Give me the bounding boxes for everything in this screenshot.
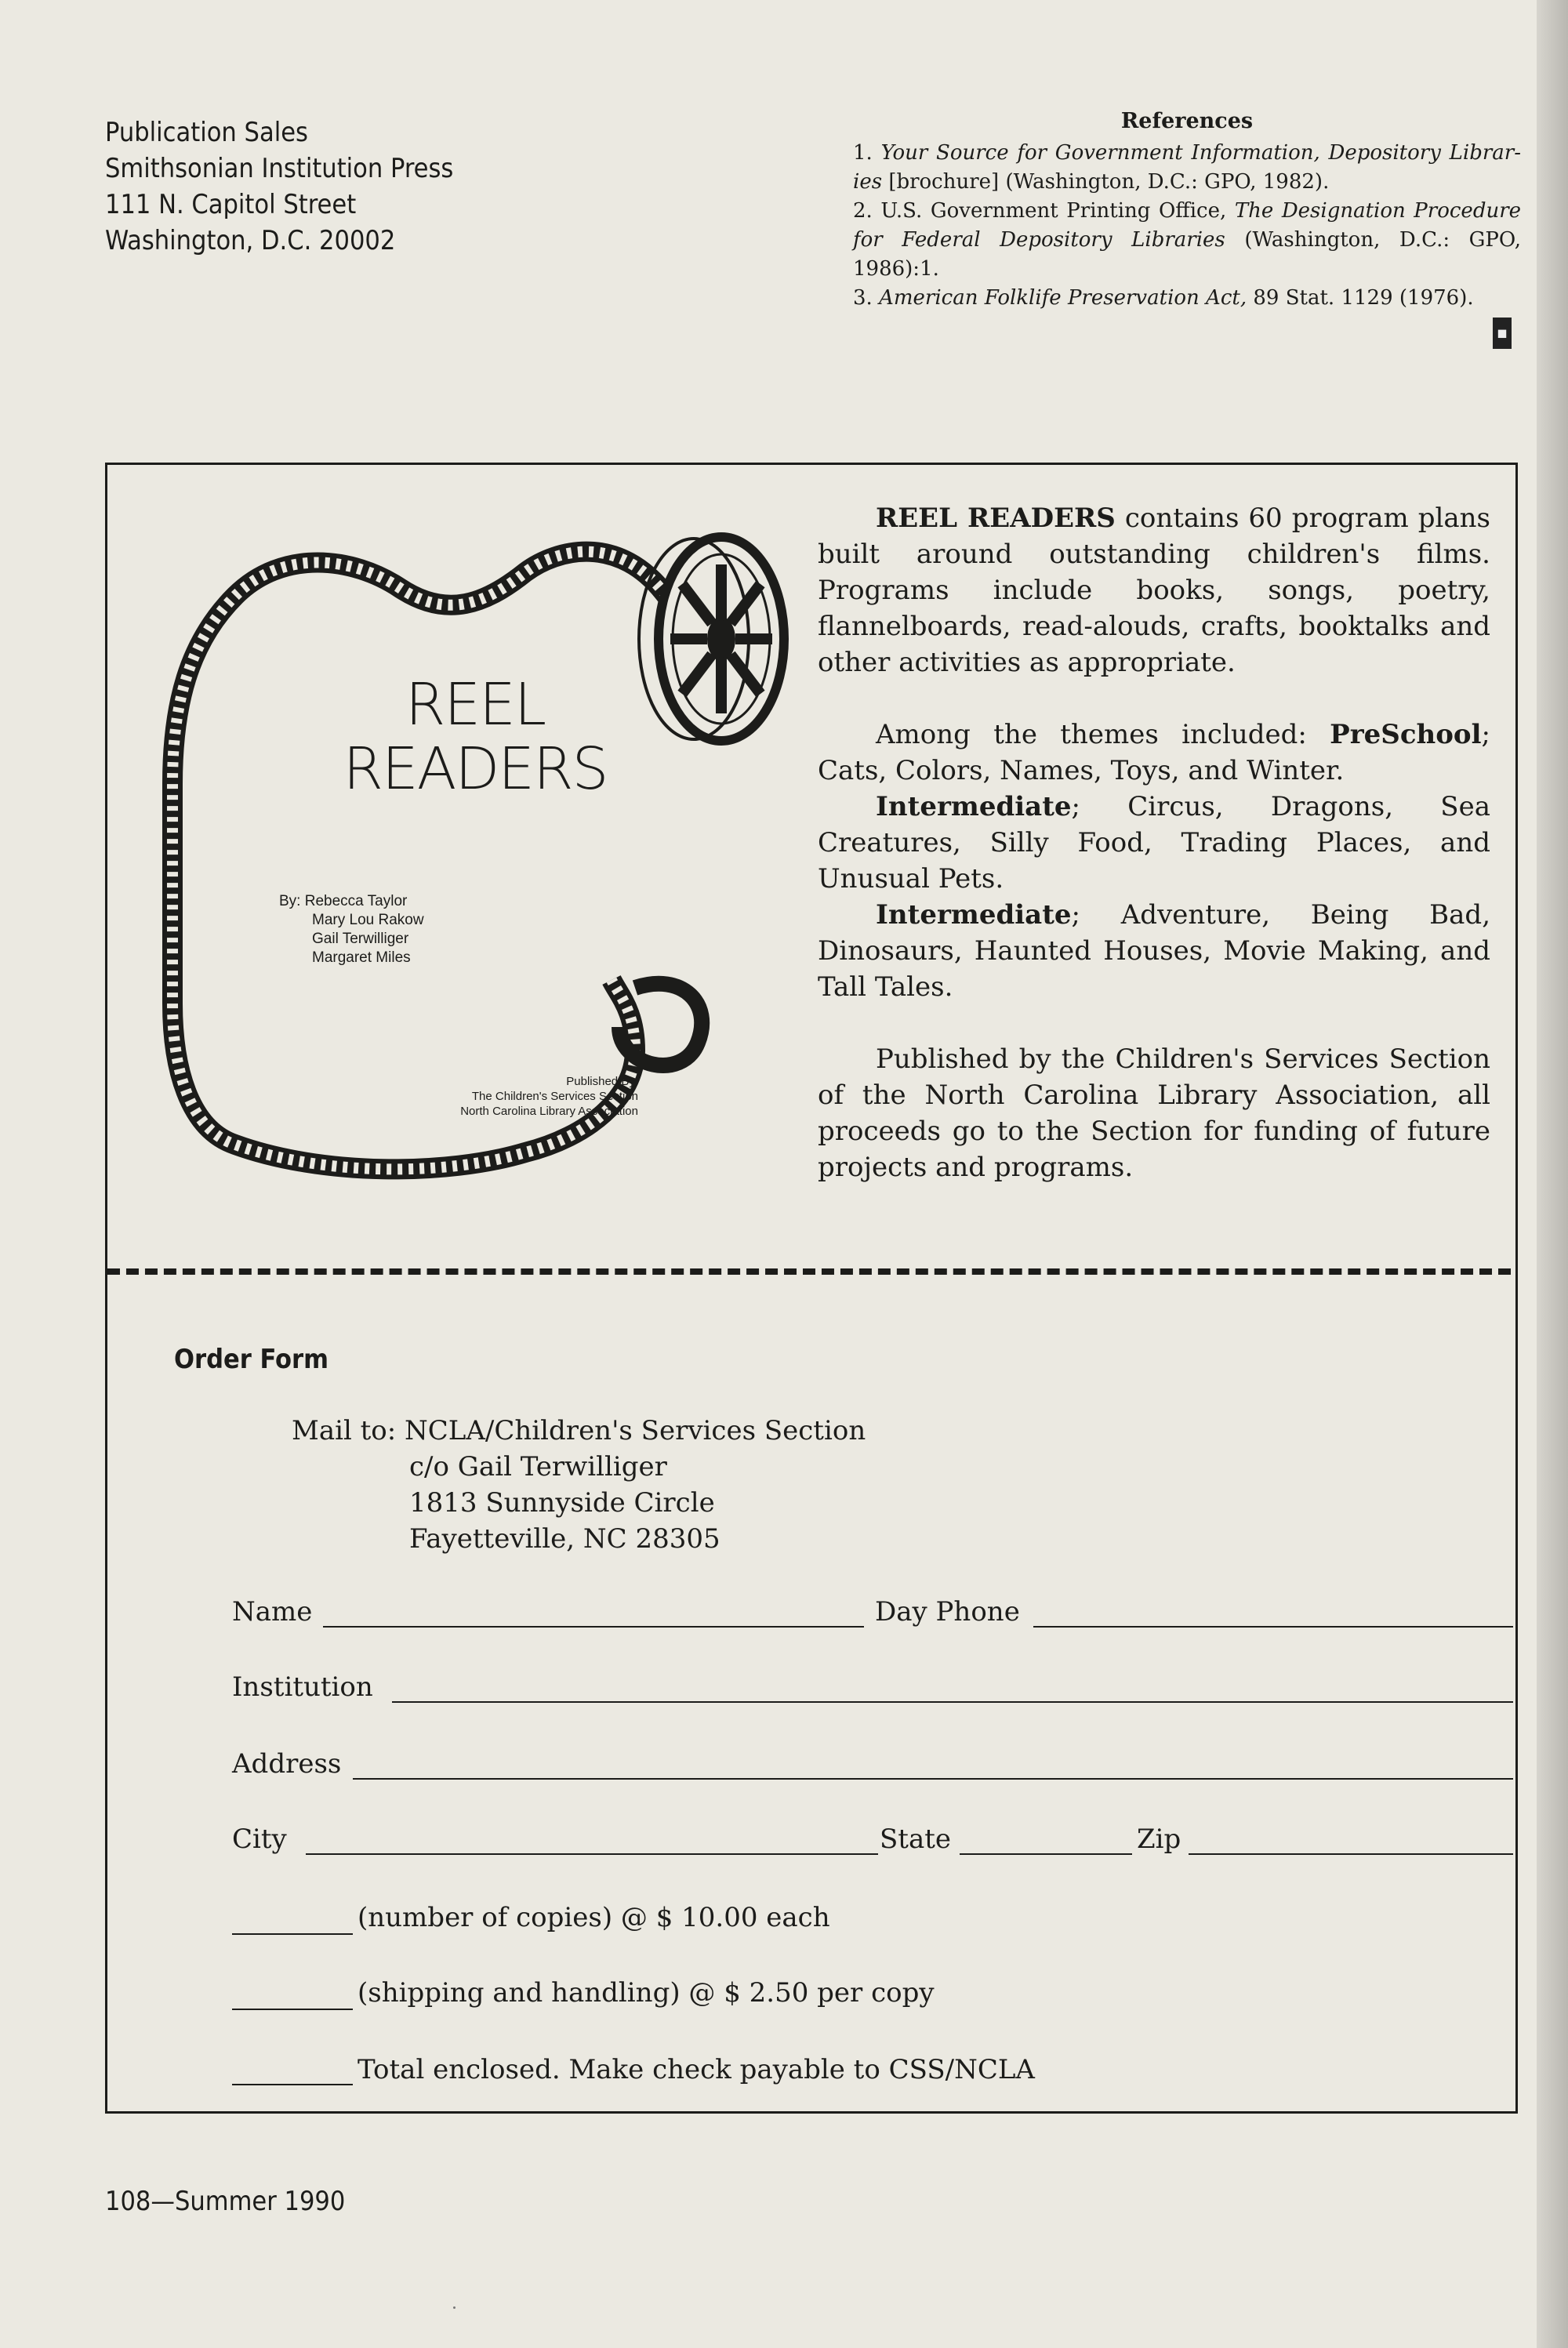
intro-paragraph [818,500,1490,680]
themes-intermediate-1 [818,789,1490,897]
address-field[interactable] [353,1778,1513,1780]
mail-to-line: 1813 Sunnyside Circle [409,1487,715,1519]
reference-number: 3. [853,286,873,310]
total-label: Total enclosed. Make check payable to CSS/NCLA [358,2054,1035,2085]
copies-label: (number of copies) @ $ 10.00 each [358,1902,830,1933]
theme-list: ; Circus, Dragons, Sea Creatures, Silly Food, Trading Places, and Unusual Pets. [818,791,1490,895]
published-by-paragraph: Published by the Children's Services Section of the North Carolina Library Association, all proceeds go to the Section for funding of future projects and programs. [818,1043,1490,1183]
reference-title: Your Source for Government Information, Depository Librar-ies [853,141,1521,194]
logo-publisher [403,1074,638,1119]
shipping-label: (shipping and handling) @ $ 2.50 per copy [358,1977,935,2009]
ad-description [818,500,1490,1221]
publisher-line: North Carolina Library Association [460,1105,638,1118]
page-footer: 108—Summer 1990 [105,2186,346,2217]
shipping-field[interactable] [232,2009,353,2010]
references-title: References [1120,109,1254,133]
city-field[interactable] [306,1853,878,1855]
zip-label: Zip [1137,1824,1181,1855]
total-field[interactable] [232,2084,353,2085]
logo-line: READERS [343,735,608,803]
cut-line [107,1268,1511,1275]
reference-details: [brochure] (Washington, D.C.: GPO, 1982). [888,170,1330,194]
mail-to-address [292,1413,866,1557]
reference-title: The Designation Procedure for Federal Depository Libraries [853,199,1522,252]
copies-field[interactable] [232,1933,353,1935]
references-section [853,107,1521,313]
author-name: Gail Terwilliger [312,931,409,947]
city-label: City [232,1824,287,1855]
themes-preschool [818,717,1490,789]
theme-level: PreSchool [1330,719,1482,750]
intro-text: contains 60 program plans built around outstanding children's films. Programs include books, songs, poetry, flannelboards, read-alouds, crafts, booktalks and other activities as appropriate. [818,503,1491,678]
reference-item [853,197,1521,284]
publisher-line: Published By: [566,1075,638,1088]
theme-level: Intermediate [876,899,1072,931]
reference-item [853,139,1521,197]
themes-intermediate-2 [818,897,1490,1005]
day-phone-field[interactable] [1033,1626,1513,1628]
page-edge-shadow [1537,0,1568,2348]
day-phone-label: Day Phone [875,1596,1020,1628]
name-field[interactable] [323,1626,864,1628]
reference-title: American Folklife Preservation Act, [879,286,1247,310]
institution-field[interactable] [392,1701,1513,1703]
mail-to-line: c/o Gail Terwilliger [409,1451,667,1482]
order-form-title: Order Form [174,1344,328,1375]
reference-details: 89 Stat. 1129 (1976). [1253,286,1474,310]
state-label: State [880,1824,952,1855]
address-label: Address [232,1748,342,1780]
intro-title: REEL READERS [876,503,1116,534]
reel-readers-logo-title [326,673,624,801]
author-name: Mary Lou Rakow [312,912,424,928]
reel-hub [709,619,734,659]
column-marker-icon: ◼ [1493,318,1512,349]
themes-intro: Among the themes included: [876,719,1307,750]
institution-label: Institution [232,1671,373,1703]
theme-level: Intermediate [876,791,1072,822]
author-byline: By: Rebecca Taylor [279,893,408,909]
mail-to-line: Fayetteville, NC 28305 [409,1523,720,1555]
reference-number: 2. [853,199,873,223]
author-list [279,892,424,967]
publication-sales-address [105,114,453,259]
theme-list: ; Cats, Colors, Names, Toys, and Winter. [818,719,1490,786]
address-line: Publication Sales [105,117,308,148]
speck [453,2306,456,2309]
address-line: Smithsonian Institution Press [105,153,454,184]
state-field[interactable] [960,1853,1132,1855]
reference-author: U.S. Government Printing Office, [880,199,1227,223]
mail-to-line: Mail to: NCLA/Children's Services Section [292,1415,866,1446]
name-label: Name [232,1596,313,1628]
reference-details: (Washington, D.C.: GPO, 1986):1. [853,228,1521,281]
reference-item [853,284,1521,313]
logo-line: REEL [405,671,546,739]
address-line: 111 N. Capitol Street [105,189,357,220]
reference-number: 1. [853,141,873,165]
author-name: Margaret Miles [312,949,411,966]
address-line: Washington, D.C. 20002 [105,225,396,256]
publisher-line: The Children's Services Section [471,1090,638,1103]
theme-list: ; Adventure, Being Bad, Dinosaurs, Haunted Houses, Movie Making, and Tall Tales. [818,899,1490,1003]
zip-field[interactable] [1189,1853,1513,1855]
